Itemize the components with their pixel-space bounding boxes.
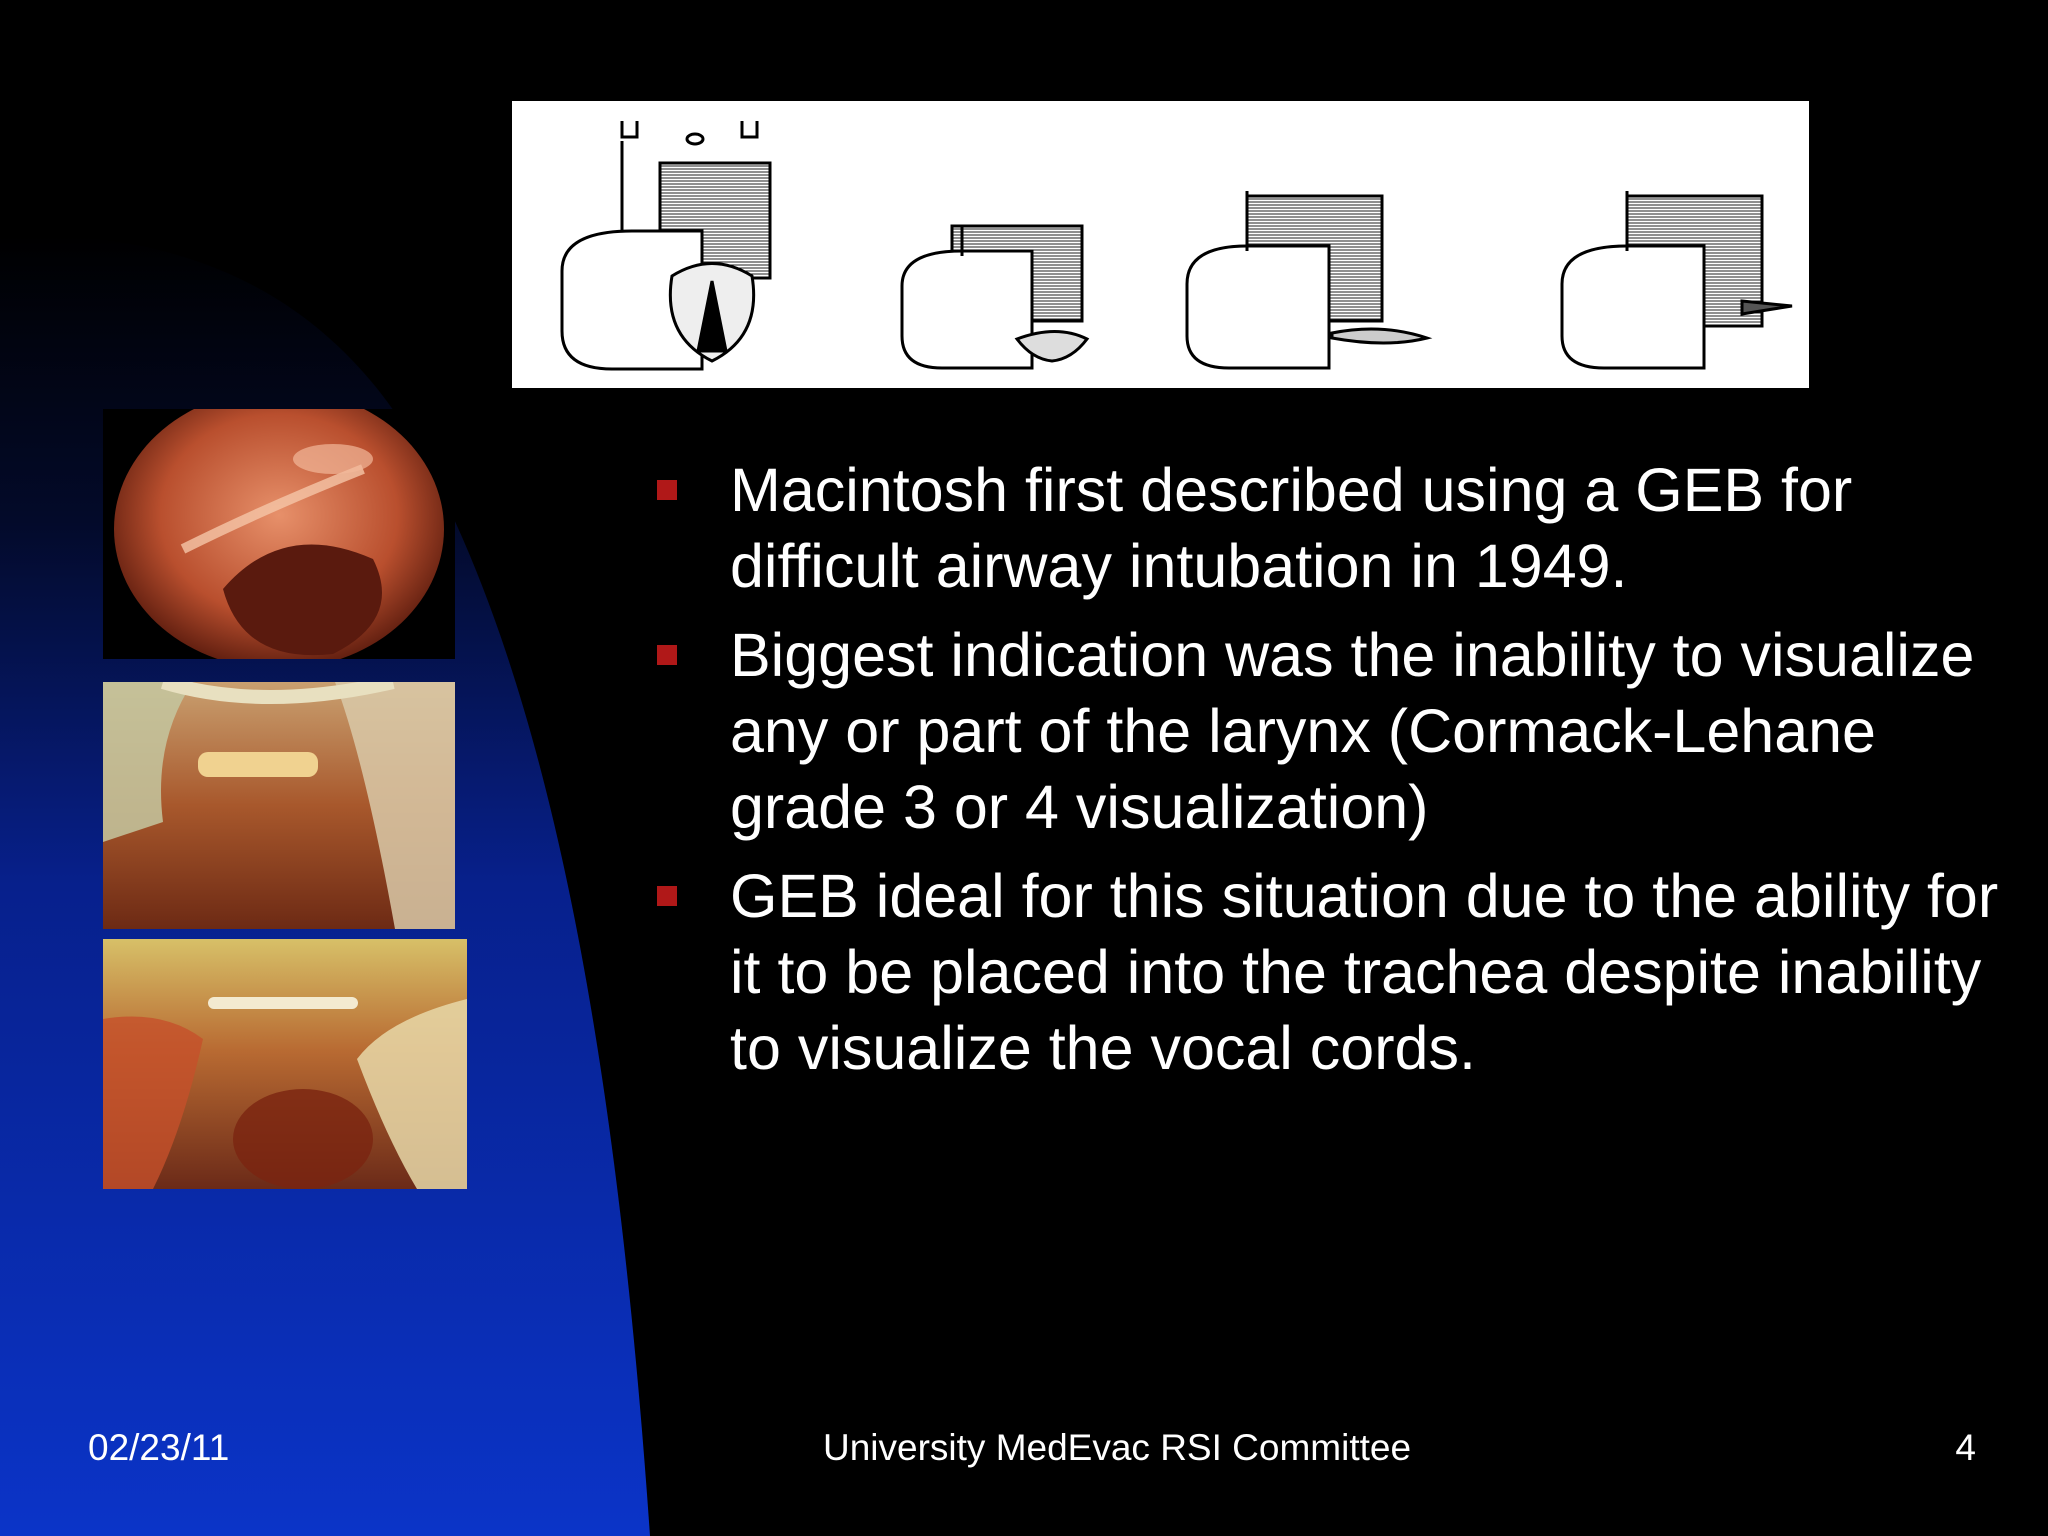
bullet-list [650, 452, 2020, 1099]
slide-number: 4 [1955, 1427, 1976, 1468]
bullet-marker-icon [657, 645, 677, 665]
grade-1-view [562, 121, 770, 369]
bullet-item [650, 617, 2020, 845]
cormack-lehane-grades-illustration [512, 101, 1809, 388]
grade-4-view [1562, 191, 1792, 368]
bullet-marker-icon [657, 886, 677, 906]
bullet-text: Biggest indication was the inability to visualize any or part of the larynx (Cormack-Lehane grade 3 or 4 visualization) [730, 621, 1975, 841]
laryngoscopy-photo-1 [103, 409, 455, 659]
footer-date: 02/23/11 [88, 1427, 230, 1468]
bullet-marker-icon [657, 480, 677, 500]
grade-2-view [902, 226, 1087, 368]
bullet-item [650, 452, 2020, 604]
bullet-text: GEB ideal for this situation due to the ability for it to be placed into the trachea despite inability to visualize the vocal cords. [730, 862, 1999, 1082]
grade-3-view [1187, 191, 1427, 368]
laryngoscopy-photo-2 [103, 682, 455, 929]
bullet-text: Macintosh first described using a GEB for difficult airway intubation in 1949. [730, 456, 1853, 600]
bullet-item [650, 858, 2020, 1086]
laryngoscopy-photo-3 [103, 939, 467, 1189]
footer-title: University MedEvac RSI Committee [823, 1427, 1412, 1468]
